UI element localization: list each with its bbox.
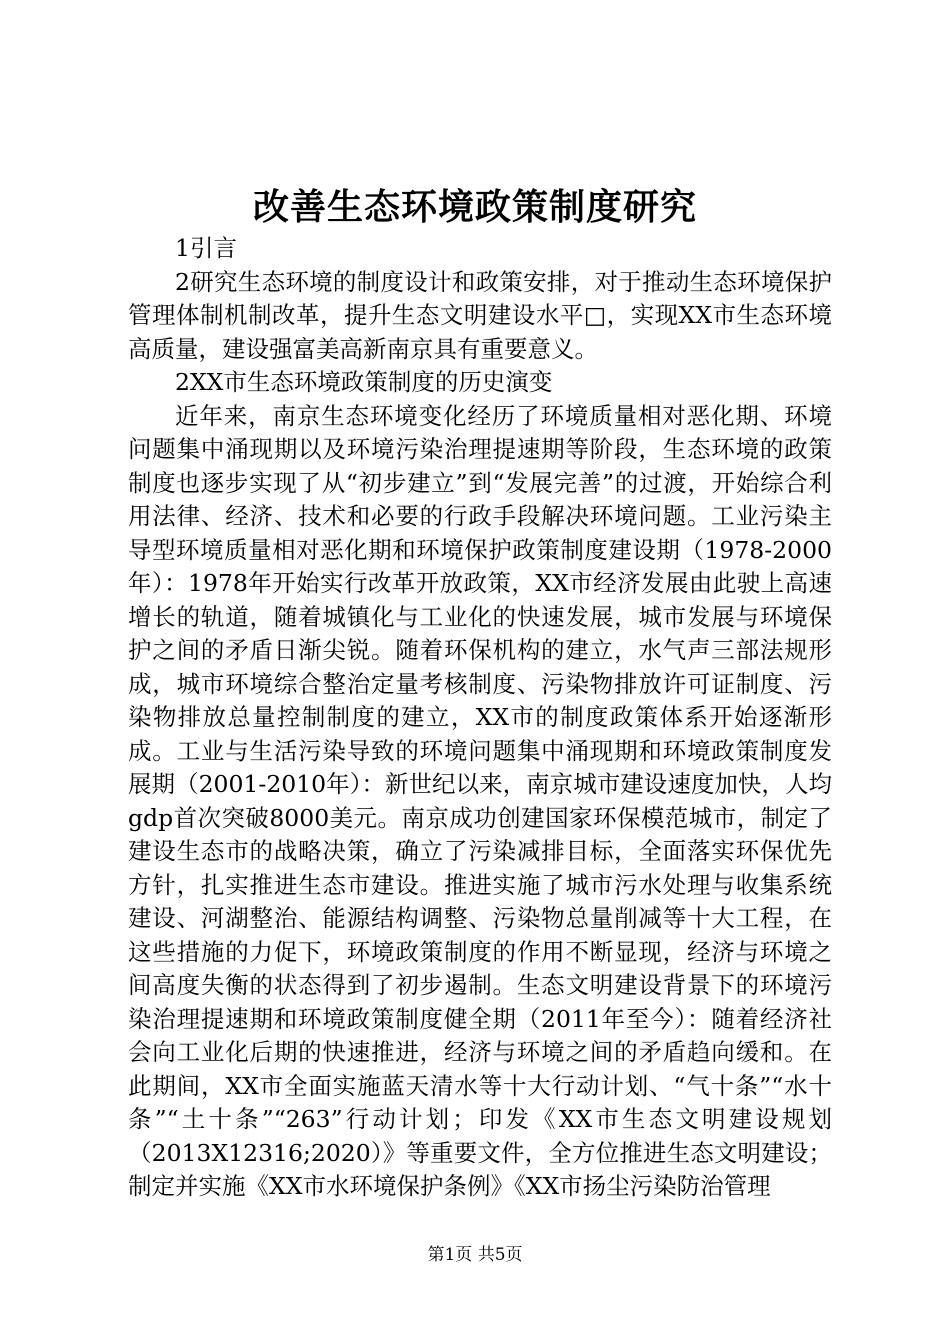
document-body — [128, 232, 832, 1204]
body-paragraph: 近年来，南京生态环境变化经历了环境质量相对恶化期、环境问题集中涌现期以及环境污染治理提速期等阶段，生态环境的政策制度也逐步实现了从“初步建立”到“发展完善”的过渡，开始综合利用法律、经济、技术和必要的行政手段解决环境问题。工业污染主导型环境质量相对恶化期和环境保护政策制度建设期（1978-2000年）：1978年开始实行改革开放政策，XX市经济发展由此驶上高速增长的轨道，随着城镇化与工业化的快速发展，城市发展与环境保护之间的矛盾日渐尖锐。随着环保机构的建立，水气声三部法规形成，城市环境综合整治定量考核制度、污染物排放许可证制度、污染物排放总量控制制度的建立，XX市的制度政策体系开始逐渐形成。工业与生活污染导致的环境问题集中涌现期和环境政策制度发展期（2001-2010年）：新世纪以来，南京城市建设速度加快，人均gdp首次突破8000美元。南京成功创建国家环保模范城市，制定了建设生态市的战略决策，确立了污染减排目标，全面落实环保优先方针，扎实推进生态市建设。推进实施了城市污水处理与收集系统建设、河湖整治、能源结构调整、污染物总量削减等十大工程，在这些措施的力促下，环境政策制度的作用不断显现，经济与环境之间高度失衡的状态得到了初步遏制。生态文明建设背景下的环境污染治理提速期和环境政策制度健全期（2011年至今）：随着经济社会向工业化后期的快速推进，经济与环境之间的矛盾趋向缓和。在此期间，XX市全面实施蓝天清水等十大行动计划、“气十条”“水十条”“土十条”“263”行动计划；印发《XX市生态文明建设规划（2013X12316;2020）》等重要文件，全方位推进生态文明建设；制定并实施《XX市水环境保护条例》《XX市扬尘污染防治管理 — [128, 401, 832, 1200]
page-footer: 第1页 共5页 — [427, 1245, 523, 1265]
body-paragraph: 2研究生态环境的制度设计和政策安排，对于推动生态环境保护管理体制机制改革，提升生态文明建设水平□，实现XX市生态环境高质量，建设强富美高新南京具有重要意义。 — [128, 267, 832, 363]
section-heading-introduction: 1引言 — [175, 234, 237, 262]
document-title: 改善生态环境政策制度研究 — [252, 186, 697, 228]
section-heading-history: 2XX市生态环境政策制度的历史演变 — [175, 368, 553, 396]
